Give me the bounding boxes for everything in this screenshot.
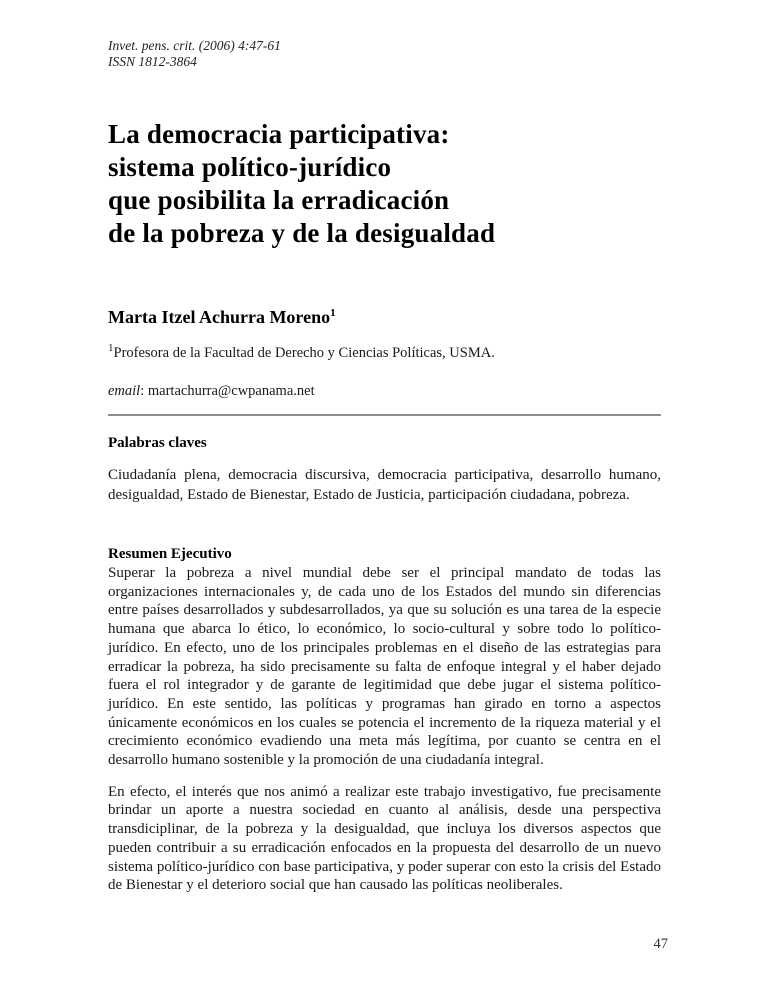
title-line-4: de la pobreza y de la desigualdad: [108, 218, 496, 248]
abstract-heading: Resumen Ejecutivo: [108, 546, 232, 562]
title-line-2: sistema político-jurídico: [108, 152, 392, 182]
page-number: 47: [653, 936, 668, 952]
journal-header: [108, 38, 661, 70]
affiliation-text: Profesora de la Facultad de Derecho y Ciencias Políticas, USMA.: [113, 345, 495, 361]
email-label: email: [108, 383, 141, 399]
page-content: [108, 0, 661, 895]
keywords-heading: Palabras claves: [108, 435, 207, 451]
keywords-text: Ciudadanía plena, democracia discursiva, democracia participativa, desarrollo humano, desigualdad, Estado de Bienestar, Estado de Justicia, participación ciudadana, pobreza.: [108, 467, 661, 503]
author-affiliation: [108, 344, 661, 363]
abstract-paragraph-1: Superar la pobreza a nivel mundial debe ser el principal mandato de todas las organizaciones internacionales y, de cada uno de los Estados del mundo sin diferencias entre países desarrollados y subdesarrollados, ya que su solución es una tarea de la especie humana que abarca lo ético, lo económico, lo socio-cultural y sobre todo lo político-jurídico. En efecto, uno de los principales problemas en el diseño de las estrategias para erradicar la pobreza, ha sido precisamente su falta de enfoque integral y el haber dejado fuera el rol integrador y de garante de legitimidad que debe jugar el sistema político-jurídico. En este sentido, las políticas y programas han girado en torno a aspectos únicamente económicos en los cuales se potencia el incremento de la riqueza material y el crecimiento económico evadiendo una meta más legítima, por cuanto se centra en el desarrollo humano sostenible y la promoción de una ciudadanía integral.: [108, 565, 661, 769]
author-footnote-marker: 1: [330, 307, 336, 319]
author-email: [108, 382, 661, 401]
paper-title: [108, 118, 661, 250]
author-name-text: Marta Itzel Achurra Moreno: [108, 307, 331, 327]
journal-reference: Invet. pens. crit. (2006) 4:47-61: [108, 38, 281, 53]
title-line-1: La democracia participativa:: [108, 119, 450, 149]
abstract-paragraph-2: En efecto, el interés que nos animó a realizar este trabajo investigativo, fue precisamente brindar un aporte a nuestra sociedad en cuanto al análisis, desde una perspectiva transdiciplinar, de la pobreza y la desigualdad, que incluya los diversos aspectos que pueden contribuir a su erradicación enfocados en la propuesta del desarrollo de un nuevo sistema político-jurídico con base participativa, y poder superar con esto la crisis del Estado de Bienestar y el deterioro social que han causado las políticas neoliberales.: [108, 783, 661, 894]
title-line-3: que posibilita la erradicación: [108, 185, 450, 215]
email-value: : martachurra@cwpanama.net: [140, 383, 315, 399]
author-name: [108, 306, 661, 328]
issn-number: ISSN 1812-3864: [108, 54, 197, 69]
header-divider: [108, 414, 661, 416]
affiliation-footnote-marker: 1: [108, 342, 114, 355]
